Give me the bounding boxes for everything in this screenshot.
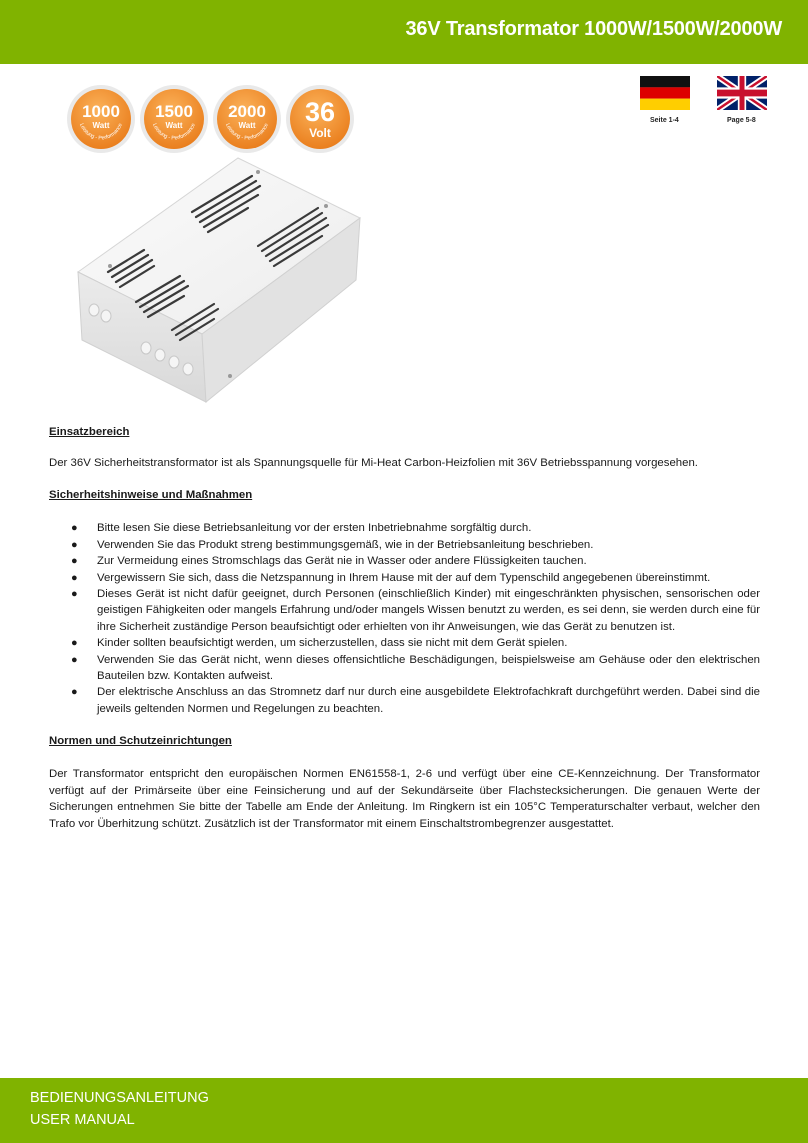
- badge-unit: Watt: [165, 121, 183, 130]
- footer-bar: [0, 1078, 808, 1143]
- badge-arc-text: Leistung - Performance: [78, 122, 124, 142]
- badge-number: 1000: [82, 102, 120, 121]
- badge-number: 36: [304, 97, 336, 127]
- section-heading-usage: Einsatzbereich: [49, 426, 130, 438]
- list-item: ● Bitte lesen Sie diese Betriebsanleitung vor der ersten Inbetriebnahme sorgfältig durch.: [71, 522, 532, 535]
- english-pages-label: Page 5-8: [727, 117, 756, 124]
- list-item: ● Verwenden Sie das Produkt streng bestimmungsgemäß, wie in der Betriebsanleitung beschrieben.: [71, 538, 594, 551]
- germany-flag-icon[interactable]: [640, 76, 690, 110]
- list-item: ● Vergewissern Sie sich, dass die Netzspannung in Ihrem Hause mit der auf dem Typenschild angegebenen übereinstimmt.: [71, 571, 711, 584]
- section-heading-norms: Normen und Schutzeinrichtungen: [49, 735, 232, 748]
- german-pages-label: Seite 1-4: [650, 117, 679, 124]
- badge-arc-text: Leistung - Performance: [151, 122, 197, 142]
- footer-title-german: BEDIENUNGSANLEITUNG: [30, 1090, 209, 1106]
- badge-36-volt: [285, 84, 355, 154]
- badge-number: 1500: [155, 102, 193, 121]
- uk-flag-icon[interactable]: [717, 76, 767, 110]
- list-item: ● Verwenden Sie das Gerät nicht, wenn dieses offensichtliche Beschädigungen, beispielsweise am Gehäuse oder den elektrischen Bauteilen bzw. Kontakten aufweist.: [71, 653, 760, 683]
- document-body: [49, 424, 760, 832]
- usage-paragraph: Der 36V Sicherheitstransformator ist als Spannungsquelle für Mi-Heat Carbon-Heizfolien mit 36V Betriebsspannung vorgesehen.: [49, 457, 698, 469]
- badge-number: 2000: [228, 102, 266, 121]
- badge-unit: Watt: [92, 121, 110, 130]
- list-item: ● Zur Vermeidung eines Stromschlags das Gerät nie in Wasser oder andere Flüssigkeiten tauchen.: [71, 555, 587, 568]
- section-heading-safety: Sicherheitshinweise und Maßnahmen: [49, 489, 253, 502]
- badge-unit: Watt: [238, 121, 256, 130]
- page-title: 36V Transformator 1000W/1500W/2000W: [405, 18, 782, 40]
- list-item: ● Der elektrische Anschluss an das Stromnetz darf nur durch eine ausgebildete Elektrofachkraft durchgeführt werden. Dabei sind die jeweils geltenden Normen und Regelungen zu beachten.: [71, 686, 760, 715]
- norms-paragraph: Der Transformator entspricht den europäischen Normen EN61558-1, 2-6 und verfügt über eine CE-Kennzeichnung. Der Transformator verfügt auf der Primärseite über eine Feinsicherung und auf der Sekundärseite über Flachstecksicherungen. Die genauen Werte der Sicherungen entnehmen Sie bitte der Tabelle am Ende der Anleitung. Im Ringkern ist ein 105°C Temperaturschalter verbaut, welcher den Trafo vor Überhitzung schützt. Zusätzlich ist der Transformator mit einem Einschaltstrombegrenzer ausgestattet.: [49, 768, 760, 830]
- badge-row: [66, 84, 356, 156]
- badge-1500-watt: [139, 84, 209, 154]
- list-item: ● Kinder sollten beaufsichtigt werden, um sicherzustellen, dass sie nicht mit dem Gerät spielen.: [71, 637, 568, 650]
- badge-arc-text: Leistung - Performance: [224, 122, 270, 142]
- transformer-product-image: [72, 154, 368, 406]
- badge-unit: Volt: [309, 126, 331, 140]
- list-item: ● Dieses Gerät ist nicht dafür geeignet, durch Personen (einschließlich Kinder) mit eingeschränkten physischen, sensorischen oder geistigen Fähigkeiten oder mangels Erfahrung und/oder mangels Wissen benutzt zu werden, es sei denn, sie werden durch eine für ihre Sicherheit zuständige Person beaufsichtigt oder erhielten von ihr Anweisungen, wie das Gerät zu benutzen ist.: [71, 588, 760, 633]
- badge-1000-watt: [66, 84, 136, 154]
- badge-2000-watt: [212, 84, 282, 154]
- safety-list: [49, 520, 760, 717]
- footer-title-english: USER MANUAL: [30, 1112, 135, 1128]
